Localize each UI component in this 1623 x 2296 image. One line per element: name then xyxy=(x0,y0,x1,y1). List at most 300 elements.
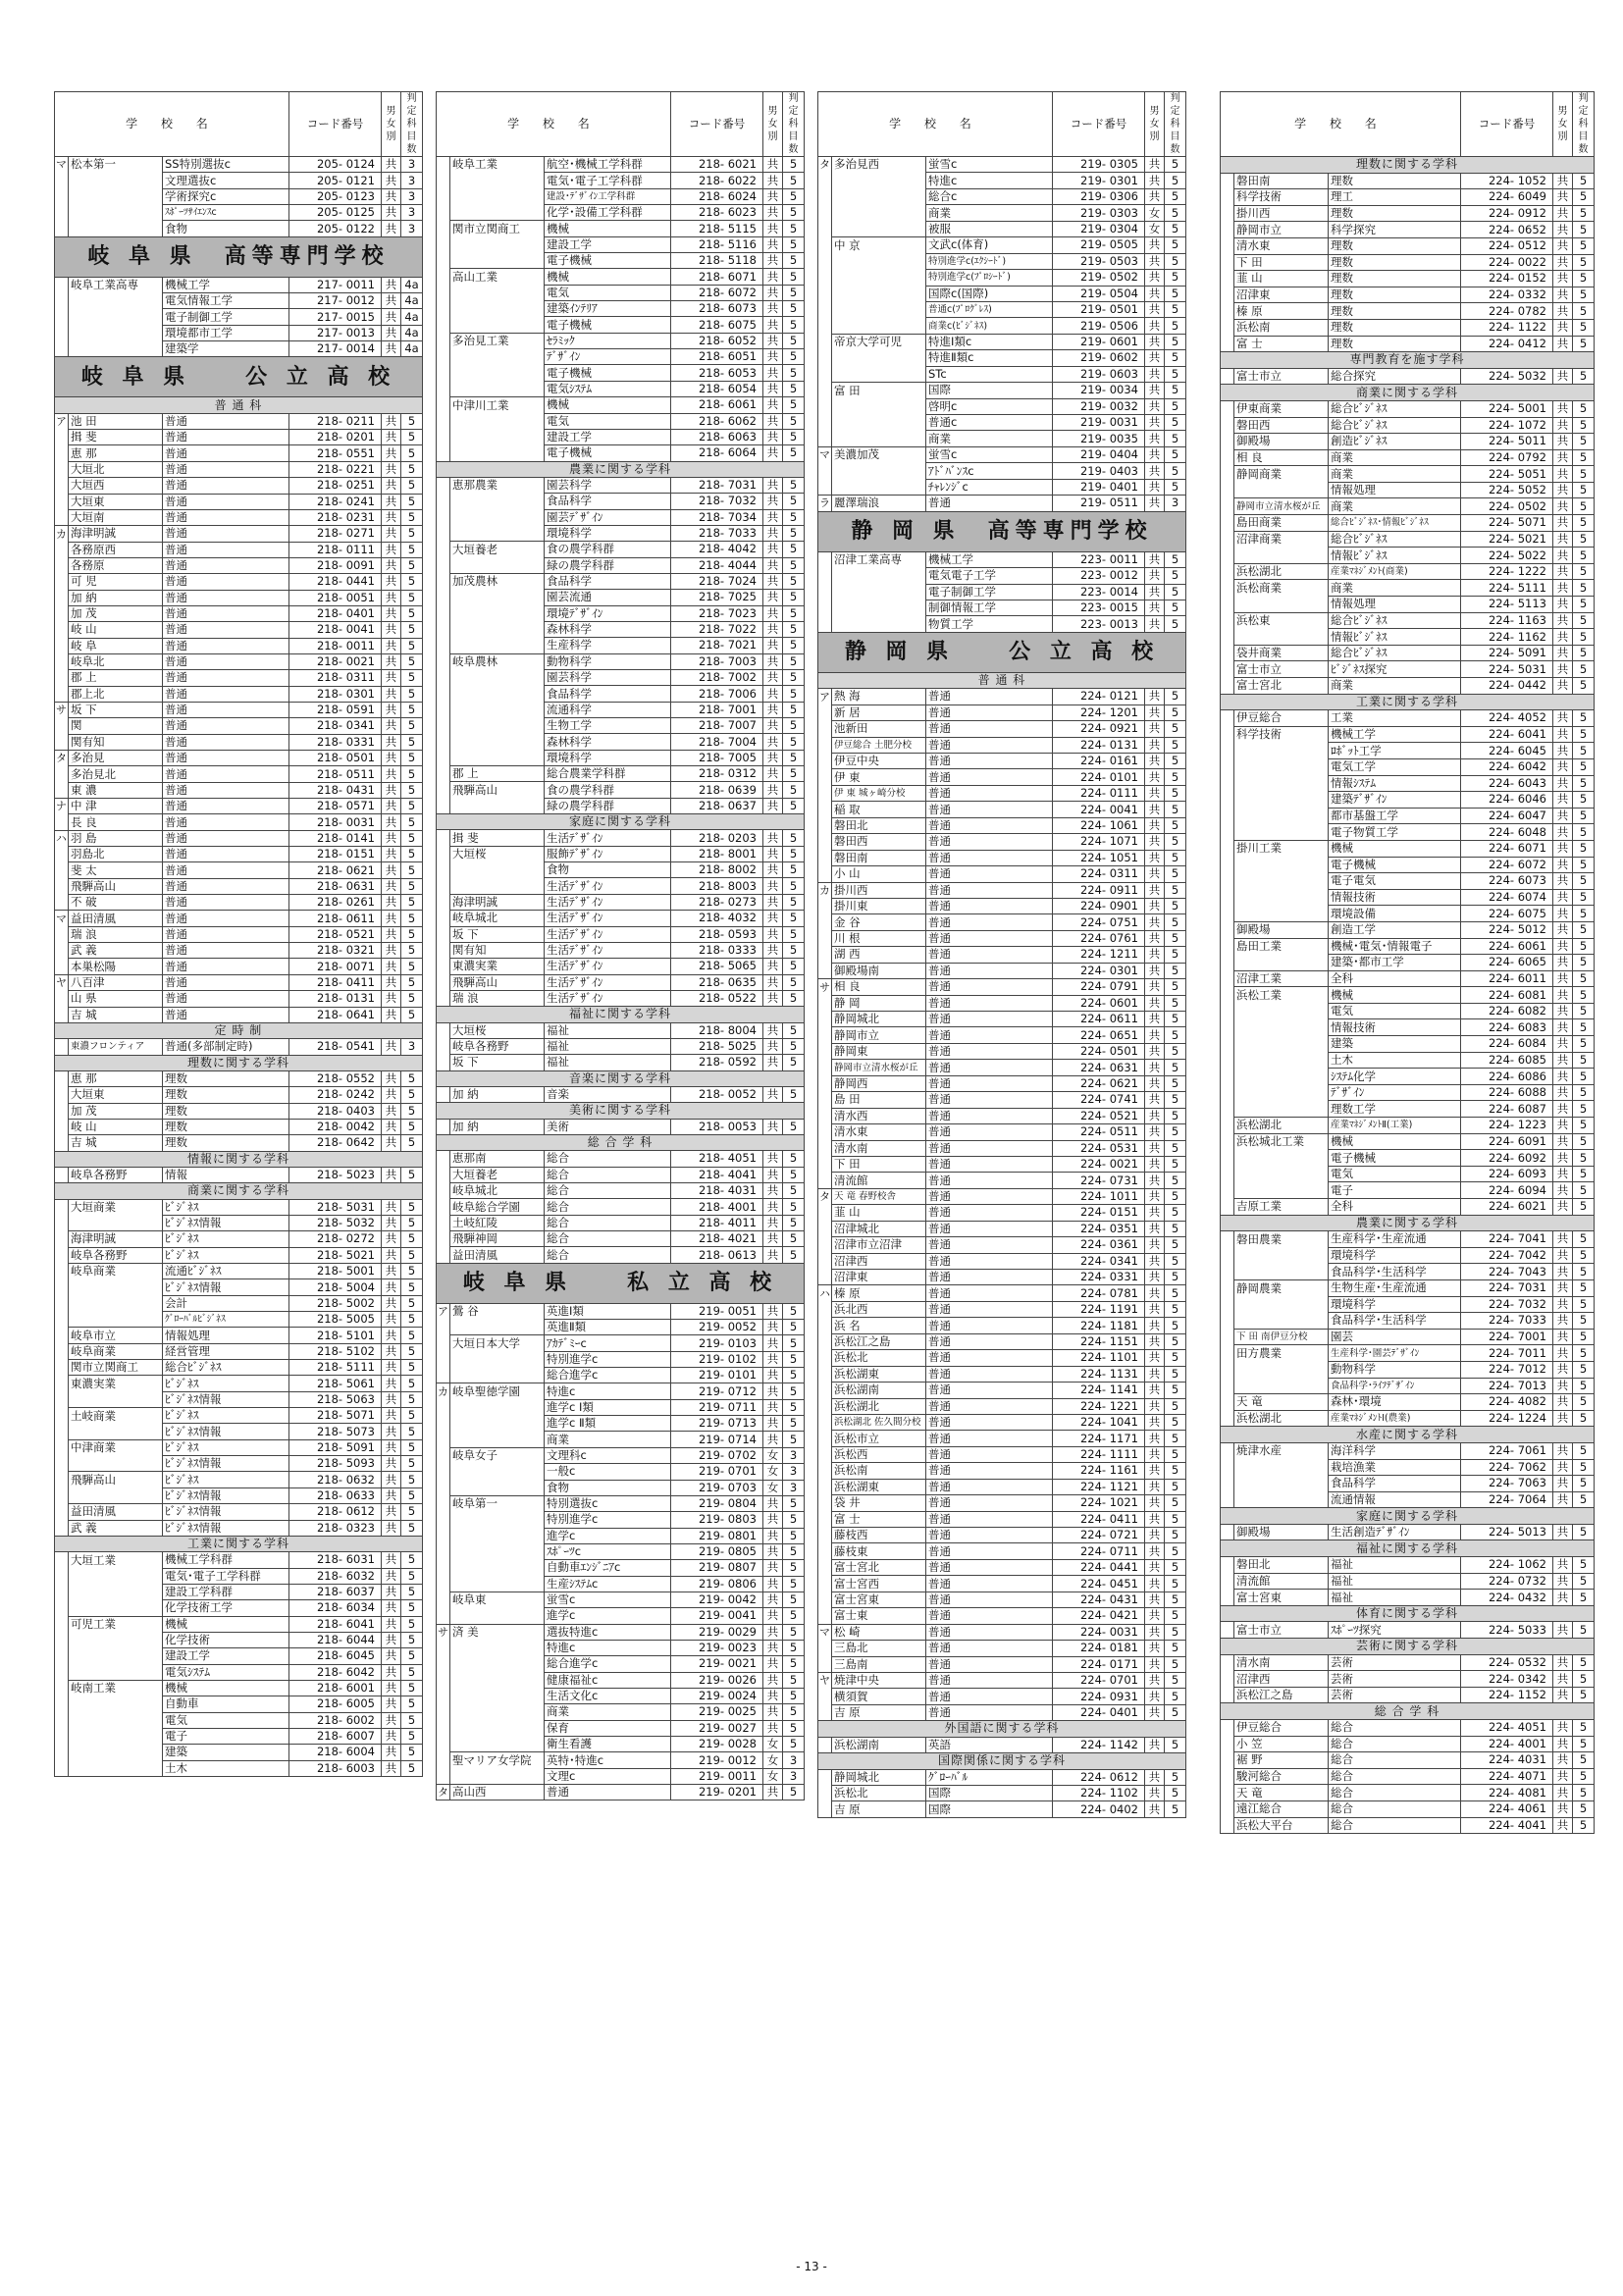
gender: 共 xyxy=(1145,1075,1165,1091)
section-heading xyxy=(1221,1215,1595,1231)
course-code: 224- 6086 xyxy=(1461,1069,1553,1085)
table-row xyxy=(1221,987,1595,1004)
section-title: 商業に関する学科 xyxy=(55,1183,423,1199)
course-code: 219- 0603 xyxy=(1053,366,1145,382)
table-row xyxy=(55,799,423,814)
course-name: 流通情報 xyxy=(1329,1491,1461,1508)
course-name: 生活ﾃﾞｻﾞｲﾝ xyxy=(545,959,671,974)
school-name xyxy=(1234,824,1329,841)
course-name: 普通 xyxy=(926,1608,1053,1624)
school-name xyxy=(450,1464,545,1480)
course-code: 219- 0803 xyxy=(671,1512,763,1528)
table-row xyxy=(1221,1296,1595,1313)
kana-index xyxy=(437,1528,450,1543)
table-row xyxy=(1221,515,1595,532)
gender: 共 xyxy=(382,1584,401,1599)
gender: 共 xyxy=(763,1215,783,1230)
subject-count: 5 xyxy=(783,653,805,669)
subject-count: 5 xyxy=(1573,319,1595,336)
school-name: 金 谷 xyxy=(832,914,926,930)
table-row xyxy=(1221,1101,1595,1118)
kana-index xyxy=(1221,336,1234,352)
course-name: 全科 xyxy=(1329,1199,1461,1216)
course-code: 224- 0131 xyxy=(1053,737,1145,753)
course-name: 生活ﾃﾞｻﾞｲﾝ xyxy=(545,911,671,926)
course-code: 224- 0791 xyxy=(1053,979,1145,995)
subject-count: 5 xyxy=(1573,1410,1595,1427)
course-code: 218- 0242 xyxy=(289,1087,382,1103)
table-row xyxy=(818,1253,1186,1269)
course-code: 219- 0305 xyxy=(1053,157,1145,173)
course-name: 経営管理 xyxy=(163,1343,289,1359)
school-name xyxy=(832,188,926,204)
course-name: 国際 xyxy=(926,1786,1053,1801)
course-name: ﾋﾞｼﾞﾈｽ情報 xyxy=(163,1279,289,1295)
course-code: 219- 0501 xyxy=(1053,301,1145,317)
gender: 共 xyxy=(1553,336,1573,352)
subject-count: 5 xyxy=(1573,205,1595,222)
kana-index xyxy=(1221,449,1234,466)
course-code: 224- 0912 xyxy=(1461,205,1553,222)
school-name xyxy=(1234,1069,1329,1085)
subject-count: 5 xyxy=(1165,1383,1186,1398)
course-code: 224- 0442 xyxy=(1461,678,1553,695)
kana-index xyxy=(55,542,69,557)
course-name: 普通 xyxy=(926,704,1053,720)
course-name: 理数 xyxy=(163,1135,289,1151)
course-code: 218- 6031 xyxy=(289,1552,382,1568)
gender: 共 xyxy=(1145,446,1165,462)
school-name: 土岐商業 xyxy=(69,1408,163,1424)
table-row xyxy=(437,188,805,204)
course-name: 商業 xyxy=(1329,678,1461,695)
kana-index xyxy=(818,1092,832,1108)
gender: 共 xyxy=(382,1745,401,1760)
kana-index xyxy=(1221,271,1234,287)
table-row xyxy=(437,734,805,750)
table-row xyxy=(1221,1768,1595,1785)
kana-index xyxy=(437,766,450,782)
kana-index xyxy=(437,557,450,573)
subject-count: 5 xyxy=(401,1745,423,1760)
kana-index xyxy=(55,494,69,509)
course-code: 218- 5063 xyxy=(289,1391,382,1407)
subject-count: 5 xyxy=(1573,400,1595,417)
school-name: 伊 東 城ヶ崎分校 xyxy=(832,785,926,801)
gender: 共 xyxy=(1553,906,1573,922)
course-name: 普通 xyxy=(163,670,289,686)
section-heading xyxy=(55,1055,423,1070)
subject-count: 5 xyxy=(1165,188,1186,204)
subject-count: 5 xyxy=(1165,1318,1186,1333)
course-name: 生活ﾃﾞｻﾞｲﾝ xyxy=(545,942,671,958)
subject-count: 5 xyxy=(1573,1768,1595,1785)
gender: 共 xyxy=(763,782,783,798)
table-row xyxy=(1221,955,1595,971)
course-name: 普通 xyxy=(926,1592,1053,1607)
course-name: 食物 xyxy=(545,1480,671,1495)
subject-count: 5 xyxy=(401,1728,423,1744)
table-row xyxy=(437,590,805,605)
subject-count: 5 xyxy=(401,991,423,1007)
course-name: 建築 xyxy=(1329,1036,1461,1053)
gender: 共 xyxy=(1145,785,1165,801)
kana-index xyxy=(818,1027,832,1043)
table-row xyxy=(55,309,423,325)
school-name xyxy=(450,1432,545,1447)
course-name: 電気 xyxy=(163,1712,289,1728)
table-row xyxy=(1221,1118,1595,1134)
subject-count: 5 xyxy=(1573,1752,1595,1769)
course-code: 219- 0024 xyxy=(671,1688,763,1703)
table-row xyxy=(1221,921,1595,938)
gender: 共 xyxy=(1145,301,1165,317)
course-name: 特進c xyxy=(545,1640,671,1655)
course-code: 218- 0241 xyxy=(289,494,382,509)
kana-index xyxy=(1221,792,1234,809)
course-name: 総合 xyxy=(545,1215,671,1230)
subject-count: 3 xyxy=(1165,496,1186,511)
course-code: 218- 7021 xyxy=(671,638,763,653)
kana-index xyxy=(1221,1785,1234,1801)
kana-index xyxy=(818,866,832,882)
course-name: 普通 xyxy=(926,1559,1053,1575)
gender: 共 xyxy=(1553,1019,1573,1036)
header-subjects: 判定科目数 xyxy=(1573,92,1595,157)
school-name: 多治見西 xyxy=(832,157,926,173)
school-name: 裾 野 xyxy=(1234,1752,1329,1769)
school-name: 浜松西 xyxy=(832,1446,926,1462)
gender: 共 xyxy=(763,285,783,300)
table-row xyxy=(1221,1394,1595,1411)
course-name: 建築ｲﾝﾃﾘｱ xyxy=(545,301,671,317)
gender: 共 xyxy=(763,221,783,236)
course-name: 動物科学 xyxy=(1329,1361,1461,1378)
school-name: 相 良 xyxy=(832,979,926,995)
table-row xyxy=(818,173,1186,188)
table-row xyxy=(1221,1720,1595,1737)
course-code: 218- 6054 xyxy=(671,381,763,396)
subject-count: 5 xyxy=(1165,914,1186,930)
course-name: 普通 xyxy=(926,947,1053,963)
gender: 共 xyxy=(1553,710,1573,727)
banner-title: 岐 阜 県 公 立 高 校 xyxy=(55,357,423,397)
subject-count: 4a xyxy=(401,277,423,292)
table-row xyxy=(437,798,805,813)
school-name xyxy=(69,1487,163,1503)
table-row xyxy=(55,766,423,782)
table-row xyxy=(818,1624,1186,1640)
school-name: 各務原西 xyxy=(69,542,163,557)
table-row xyxy=(55,590,423,605)
kana-index xyxy=(1221,1378,1234,1394)
gender: 共 xyxy=(382,413,401,429)
subject-count: 5 xyxy=(1165,930,1186,946)
course-name: 普通 xyxy=(926,1350,1053,1366)
gender: 共 xyxy=(1553,661,1573,678)
subject-count: 4a xyxy=(401,341,423,357)
table-row xyxy=(437,862,805,878)
gender: 共 xyxy=(382,309,401,325)
course-code: 218- 0052 xyxy=(671,1086,763,1102)
course-name: 普通 xyxy=(926,1318,1053,1333)
subject-count: 5 xyxy=(783,894,805,910)
school-name xyxy=(69,1745,163,1760)
table-row xyxy=(818,237,1186,253)
kana-index xyxy=(437,1704,450,1720)
table-row xyxy=(437,397,805,413)
course-name: 生活ﾃﾞｻﾞｲﾝ xyxy=(545,926,671,942)
course-code: 223- 0015 xyxy=(1053,600,1145,615)
kana-index xyxy=(818,817,832,833)
course-name: 建設工学 xyxy=(545,236,671,252)
gender: 共 xyxy=(1553,987,1573,1004)
kana-index xyxy=(55,1343,69,1359)
subject-count: 5 xyxy=(1165,479,1186,495)
gender: 共 xyxy=(1145,1253,1165,1269)
kana-index xyxy=(1221,743,1234,759)
course-code: 224- 0511 xyxy=(1053,1124,1145,1140)
gender: 共 xyxy=(382,1312,401,1328)
kana-index xyxy=(1221,1361,1234,1378)
gender: 共 xyxy=(763,1560,783,1576)
gender: 共 xyxy=(763,1512,783,1528)
table-row xyxy=(55,1328,423,1343)
gender: 共 xyxy=(1553,271,1573,287)
table-row xyxy=(818,979,1186,995)
course-name: 食品科学･生活科学 xyxy=(1329,1264,1461,1280)
gender: 共 xyxy=(1553,319,1573,336)
course-code: 218- 0031 xyxy=(289,814,382,830)
gender: 共 xyxy=(763,205,783,221)
table-row xyxy=(55,445,423,461)
kana-index xyxy=(437,1768,450,1784)
table-row xyxy=(437,477,805,493)
subject-count: 5 xyxy=(401,478,423,494)
course-name: 園芸科学 xyxy=(545,670,671,686)
course-name: 普通 xyxy=(926,1173,1053,1188)
kana-index xyxy=(437,621,450,637)
gender: 共 xyxy=(763,1543,783,1559)
course-name: 機械工学 xyxy=(926,551,1053,567)
kana-index xyxy=(55,557,69,573)
subject-count: 5 xyxy=(401,1295,423,1311)
gender: 共 xyxy=(382,1007,401,1022)
gender: 共 xyxy=(1145,1414,1165,1430)
gender: 共 xyxy=(763,926,783,942)
kana-index xyxy=(437,1183,450,1199)
section-title: 総 合 学 科 xyxy=(1221,1703,1595,1720)
gender: 共 xyxy=(382,895,401,911)
course-name: 総合ﾋﾞｼﾞﾈｽ xyxy=(1329,612,1461,629)
school-name: 沼津市立沼津 xyxy=(832,1237,926,1253)
school-name xyxy=(832,431,926,446)
course-code: 224- 6072 xyxy=(1461,857,1553,873)
gender: 共 xyxy=(1553,434,1573,450)
section-title: 国際関係に関する学科 xyxy=(818,1753,1186,1769)
subject-count: 5 xyxy=(1573,1476,1595,1492)
course-code: 218- 5115 xyxy=(671,221,763,236)
subject-count: 5 xyxy=(1165,721,1186,737)
table-row xyxy=(818,350,1186,366)
course-name: 普通 xyxy=(926,1672,1053,1688)
course-name: 情報処理 xyxy=(1329,482,1461,498)
course-code: 219- 0027 xyxy=(671,1720,763,1736)
subject-count: 5 xyxy=(401,1391,423,1407)
course-name: 総合 xyxy=(1329,1736,1461,1752)
gender: 共 xyxy=(763,911,783,926)
kana-index xyxy=(55,1664,69,1680)
subject-count: 5 xyxy=(783,1608,805,1624)
subject-count: 5 xyxy=(1165,754,1186,769)
table-row xyxy=(437,1592,805,1607)
table-row xyxy=(818,689,1186,704)
gender: 共 xyxy=(763,1320,783,1335)
course-code: 224- 0601 xyxy=(1053,995,1145,1011)
gender: 共 xyxy=(1145,769,1165,785)
table-row xyxy=(55,1264,423,1279)
subject-count: 5 xyxy=(1165,834,1186,850)
course-name: 制御情報工学 xyxy=(926,600,1053,615)
school-name: 富士市立 xyxy=(1234,368,1329,385)
table-row xyxy=(437,959,805,974)
kana-index xyxy=(437,1247,450,1263)
table-row xyxy=(818,898,1186,913)
table-row xyxy=(55,1568,423,1584)
header-subjects: 判定科目数 xyxy=(1165,92,1186,157)
gender: 共 xyxy=(1145,963,1165,978)
gender: 共 xyxy=(763,157,783,173)
gender: 共 xyxy=(382,1119,401,1134)
table-row xyxy=(1221,1654,1595,1671)
subject-count: 5 xyxy=(1573,271,1595,287)
course-name: 普通 xyxy=(926,1205,1053,1221)
gender: 共 xyxy=(1145,1479,1165,1494)
course-name: 園芸 xyxy=(1329,1329,1461,1345)
subject-count: 5 xyxy=(401,557,423,573)
banner-title: 岐 阜 県 高等専門学校 xyxy=(55,236,423,277)
course-code: 218- 5065 xyxy=(671,959,763,974)
gender: 共 xyxy=(1145,1383,1165,1398)
kana-index xyxy=(818,1060,832,1075)
table-row xyxy=(818,205,1186,221)
kana-index xyxy=(55,1728,69,1744)
subject-count: 5 xyxy=(1573,938,1595,955)
subject-count: 5 xyxy=(783,429,805,444)
subject-count: 5 xyxy=(401,1119,423,1134)
course-code: 219- 0503 xyxy=(1053,253,1145,269)
school-name xyxy=(450,1368,545,1383)
table-row xyxy=(55,1087,423,1103)
course-name: 普通 xyxy=(163,751,289,766)
kana-index xyxy=(1221,1817,1234,1834)
course-name: 特進Ⅱ類c xyxy=(926,350,1053,366)
course-name: 生活ﾃﾞｻﾞｲﾝ xyxy=(545,974,671,990)
school-name: 御殿場 xyxy=(1234,1524,1329,1540)
school-name: 岐阜城北 xyxy=(450,911,545,926)
course-code: 224- 4001 xyxy=(1461,1736,1553,1752)
course-name: 英語 xyxy=(926,1737,1053,1752)
subject-count: 5 xyxy=(401,1247,423,1263)
table-row xyxy=(55,221,423,236)
school-name: 清水東 xyxy=(1234,237,1329,254)
gender: 共 xyxy=(382,157,401,173)
table-row xyxy=(1221,906,1595,922)
subject-count: 5 xyxy=(401,926,423,942)
course-name: 総合ﾋﾞｼﾞﾈｽ xyxy=(163,1360,289,1376)
kana-index xyxy=(818,1043,832,1059)
section-title: 芸術に関する学科 xyxy=(1221,1639,1595,1655)
school-name: 高山工業 xyxy=(450,269,545,285)
course-name: 食品科学･生活科学 xyxy=(1329,1313,1461,1330)
table-row xyxy=(437,830,805,846)
course-name: ｽﾎﾟｰﾂｻｲｴﾝｽc xyxy=(163,205,289,221)
kana-index xyxy=(55,1760,69,1776)
course-name: 機械 xyxy=(163,1680,289,1696)
course-name: 生物工学 xyxy=(545,718,671,734)
course-name: 電気･電子工学科群 xyxy=(545,173,671,188)
kana-index: サ xyxy=(56,704,67,717)
kana-index xyxy=(1221,1199,1234,1216)
kana-index xyxy=(437,1022,450,1038)
school-name: 関有知 xyxy=(450,942,545,958)
table-row xyxy=(1221,1378,1595,1394)
school-name xyxy=(1234,1459,1329,1476)
kana-index xyxy=(818,1592,832,1607)
course-code: 224- 7031 xyxy=(1461,1279,1553,1296)
school-name: 岐阜女子 xyxy=(450,1447,545,1463)
kana-index xyxy=(55,1135,69,1151)
table-row xyxy=(55,1648,423,1664)
subject-count: 5 xyxy=(783,1720,805,1736)
table-row xyxy=(55,1632,423,1647)
school-name: 磐田北 xyxy=(1234,1557,1329,1574)
course-code: 218- 4031 xyxy=(671,1183,763,1199)
gender: 共 xyxy=(1553,205,1573,222)
course-name: ﾋﾞｼﾞﾈｽ xyxy=(163,1472,289,1487)
kana-index xyxy=(437,1320,450,1335)
course-name: 普通 xyxy=(163,445,289,461)
gender: 共 xyxy=(1553,612,1573,629)
course-name: 総合ﾋﾞｼﾞﾈｽ xyxy=(1329,400,1461,417)
course-name: 普通 xyxy=(163,718,289,734)
kana-index xyxy=(437,253,450,269)
gender: 女 xyxy=(763,1768,783,1784)
subject-count: 5 xyxy=(1165,463,1186,479)
course-code: 218- 0441 xyxy=(289,574,382,590)
kana-index xyxy=(818,205,832,221)
subject-count: 5 xyxy=(1165,1543,1186,1559)
school-name xyxy=(832,568,926,584)
school-name: 湖 西 xyxy=(832,947,926,963)
gender: 共 xyxy=(1145,616,1165,632)
course-code: 224- 0451 xyxy=(1053,1576,1145,1592)
gender: 共 xyxy=(1553,498,1573,515)
course-name: ﾋﾞｼﾞﾈｽ情報 xyxy=(163,1487,289,1503)
school-name xyxy=(1234,629,1329,646)
subject-count: 5 xyxy=(1165,1528,1186,1543)
course-name: 理工 xyxy=(1329,189,1461,206)
subject-count: 5 xyxy=(1573,222,1595,238)
course-code: 218- 0071 xyxy=(289,959,382,974)
kana-index xyxy=(55,478,69,494)
course-name: 普通 xyxy=(926,866,1053,882)
header-subjects: 判定科目数 xyxy=(783,92,805,157)
kana-index xyxy=(1221,1133,1234,1150)
course-name: 普通 xyxy=(163,526,289,542)
subject-count: 5 xyxy=(401,1568,423,1584)
school-name: 浜北西 xyxy=(832,1301,926,1317)
